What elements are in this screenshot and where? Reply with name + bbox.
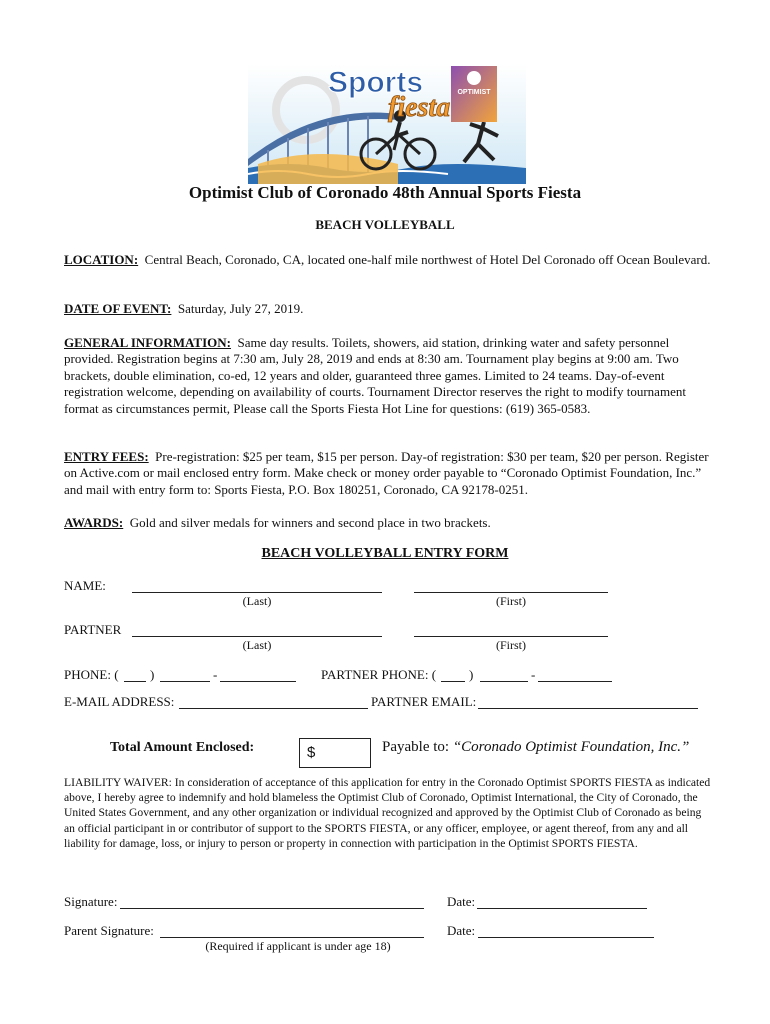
- date-heading: DATE OF EVENT:: [64, 301, 172, 316]
- phone-dash: -: [213, 667, 218, 682]
- partner-phone-label: PARTNER PHONE: (: [321, 667, 437, 682]
- location-text: Central Beach, Coronado, CA, located one-half mile northwest of Hotel Del Coronado off Ocean Boulevard.: [144, 252, 711, 267]
- payable-to-text: [382, 739, 689, 756]
- awards-heading: AWARDS:: [64, 515, 124, 530]
- partner-email-field[interactable]: [478, 708, 698, 709]
- name-label: NAME:: [64, 578, 106, 593]
- awards-text: Gold and silver medals for winners and second place in two brackets.: [129, 515, 491, 530]
- payable-to-organization: “Coronado Optimist Foundation, Inc.”: [452, 739, 690, 755]
- entry-fees-section: [64, 449, 714, 498]
- name-last-hint: (Last): [242, 594, 272, 608]
- partner-phone-line-field[interactable]: [538, 681, 612, 682]
- parent-date-field[interactable]: [478, 937, 654, 938]
- phone-paren: ): [150, 667, 155, 682]
- entry-fees-text: Pre-registration: $25 per team, $15 per person. Day-of registration: $30 per team, $20 per person. Register on Active.com or mail enclosed entry form. Make check or money order payable to “Coronado Optimist Foundation, Inc.” and mail with entry form to: Sports Fiesta, P.O. Box 180251, Coronado, CA 92178-0251.: [64, 449, 709, 497]
- general-info-section: [64, 335, 714, 417]
- logo-artwork-icon: [248, 64, 526, 184]
- total-amount-field[interactable]: [299, 738, 371, 768]
- payable-prefix: Payable to:: [382, 739, 453, 755]
- name-first-field[interactable]: [414, 592, 608, 593]
- partner-label: PARTNER: [64, 622, 122, 637]
- partner-last-hint: (Last): [242, 638, 272, 652]
- total-amount-label: Total Amount Enclosed:: [110, 740, 255, 755]
- awards-section: [64, 515, 714, 531]
- logo-text-sports: Sports: [328, 66, 424, 99]
- partner-phone-prefix-field[interactable]: [480, 681, 528, 682]
- event-subtitle: BEACH VOLLEYBALL: [315, 217, 455, 232]
- signature-label: Signature:: [64, 894, 118, 909]
- parent-signature-label: Parent Signature:: [64, 923, 154, 938]
- phone-line-field[interactable]: [220, 681, 296, 682]
- parent-date-label: Date:: [447, 923, 476, 938]
- logo-badge-text: OPTIMIST: [457, 89, 491, 96]
- sports-fiesta-logo: [248, 64, 526, 184]
- signature-date-label: Date:: [447, 894, 476, 909]
- page-title: Optimist Club of Coronado 48th Annual Sports Fiesta: [188, 183, 582, 202]
- general-info-text: Same day results. Toilets, showers, aid station, drinking water and safety personnel provided. Registration begins at 7:30 am, July 28, 2019 and ends at 8:30 am. Tournament play begins at 9:00 am. Two brackets, double elimination, co-ed, 12 years and older, guaranteed three games. Limited to 24 teams. Day-of-event registration welcome, depending on availability of courts. Tournament Director reserves the right to modify tournament format as circumstances permit, Please call the Sports Fiesta Hot Line for questions: (619) 365-0583.: [64, 335, 686, 416]
- partner-phone-dash: -: [531, 667, 536, 682]
- phone-area-code-field[interactable]: [124, 681, 146, 682]
- entry-form-title: BEACH VOLLEYBALL ENTRY FORM: [261, 546, 509, 561]
- signature-date-field[interactable]: [477, 908, 647, 909]
- phone-label: PHONE: (: [64, 667, 119, 682]
- general-info-heading: GENERAL INFORMATION:: [64, 335, 231, 350]
- location-section: [64, 252, 714, 268]
- parent-signature-field[interactable]: [160, 937, 424, 938]
- currency-symbol: $: [307, 744, 316, 761]
- date-text: Saturday, July 27, 2019.: [177, 301, 304, 316]
- date-section: [64, 301, 714, 317]
- name-last-field[interactable]: [132, 592, 382, 593]
- location-heading: LOCATION:: [64, 252, 139, 267]
- name-first-hint: (First): [496, 594, 526, 608]
- partner-phone-area-code-field[interactable]: [441, 681, 465, 682]
- entry-fees-heading: ENTRY FEES:: [64, 449, 149, 464]
- liability-waiver: LIABILITY WAIVER: In consideration of acceptance of this application for entry in the Coronado Optimist SPORTS FIESTA as indicated above, I hereby agree to indemnify and hold blameless the Optimist Club of Coronado, Optimist International, the City of Coronado, the United States Government, and any other organization or individual recognized and approved by the Optimist Club of Coronado as being an official participant in or contributor of support to the SPORTS FIESTA, or any officer, employee, or agent thereof, from any and all liability for damage, loss, or injury to person or property in connection with participation in the Optimist SPORTS FIESTA.: [64, 776, 711, 850]
- partner-phone-paren: ): [469, 667, 474, 682]
- signature-field[interactable]: [120, 908, 424, 909]
- partner-last-field[interactable]: [132, 636, 382, 637]
- email-field[interactable]: [179, 708, 368, 709]
- phone-prefix-field[interactable]: [160, 681, 210, 682]
- logo-text-fiesta: fiesta: [388, 92, 451, 123]
- partner-email-label: PARTNER EMAIL:: [371, 694, 477, 709]
- parent-signature-note: (Required if applicant is under age 18): [205, 939, 391, 953]
- partner-first-hint: (First): [496, 638, 526, 652]
- email-label: E-MAIL ADDRESS:: [64, 694, 175, 709]
- partner-first-field[interactable]: [414, 636, 608, 637]
